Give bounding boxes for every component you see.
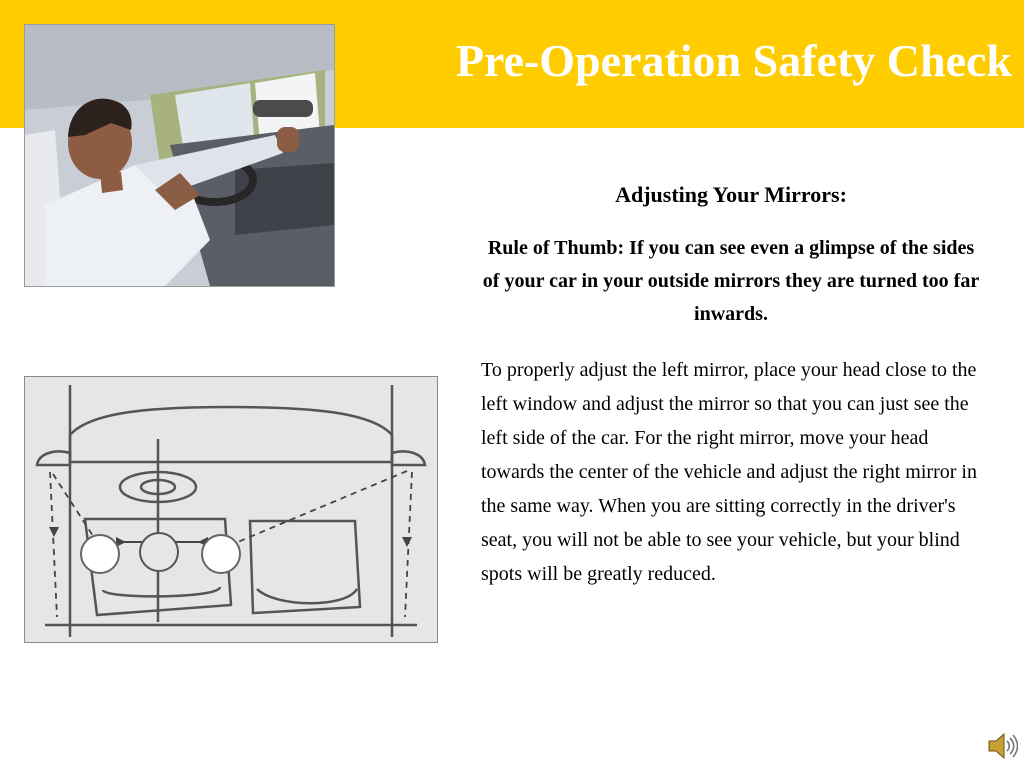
rule-of-thumb-text: Rule of Thumb: If you can see even a glimpse of the sides of your car in your outside mirrors they are turned too far inwards. (482, 237, 980, 325)
mirror-adjustment-instructions: To properly adjust the left mirror, place your head close to the left window and adjust the mirror so that you can just see the left side of the car. For the right mirror, move your head towards the center of the vehicle and adjust the right mirror in the same way. When you are sitting correctly in the driver's seat, you will not be able to see your vehicle, but your blind spots will be greatly reduced. (481, 359, 977, 585)
mirrors-heading: Adjusting Your Mirrors: (615, 182, 847, 207)
slide-title: Pre-Operation Safety Check (455, 35, 1012, 86)
mirror-sightline-diagram (24, 376, 438, 643)
driver-photo-illustration (25, 25, 334, 286)
mirror-instructions-column (478, 178, 984, 591)
speaker-icon[interactable] (986, 730, 1018, 762)
driver-adjusting-mirror-photo (24, 24, 335, 287)
mirror-diagram-illustration (25, 377, 437, 642)
